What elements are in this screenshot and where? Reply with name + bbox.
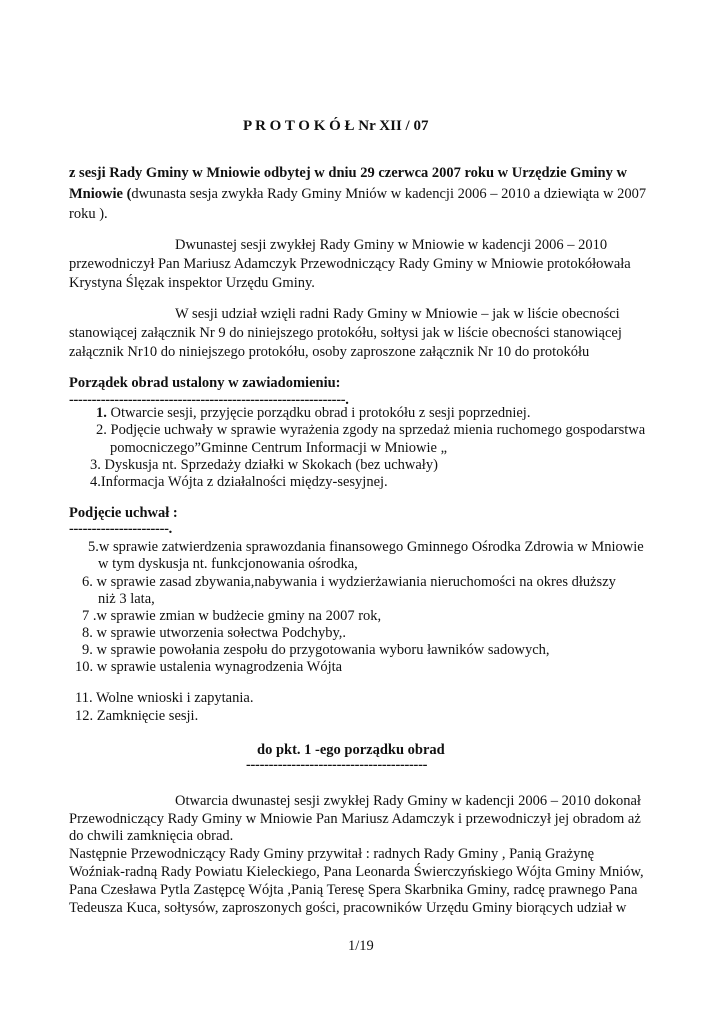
agenda-item-3-text: Dyskusja nt. Sprzedaży działki w Skokach (bez uchwały) bbox=[100, 457, 438, 473]
body-line-7: Tedeusza Kuca, sołtysów, zaproszonych gości, pracowników Urzędu Gminy biorących udział w bbox=[69, 900, 627, 916]
intro-line-2-bold: Mniowie ( bbox=[69, 186, 132, 202]
agenda-item-2 bbox=[96, 422, 645, 439]
agenda-item-3-number: 3. bbox=[90, 457, 101, 473]
resolution-item-6: 6. w sprawie zasad zbywania,nabywania i wydzierżawiania nieruchomości na okres dłuższy bbox=[82, 574, 616, 590]
resolution-item-9: 9. w sprawie powołania zespołu do przygotowania wyboru ławników sadowych, bbox=[82, 642, 550, 658]
intro-line-2-rest: dwunasta sesja zwykła Rady Gminy Mniów w kadencji 2006 – 2010 a dziewiąta w 2007 bbox=[131, 186, 647, 202]
resolution-item-10: 10. w sprawie ustalenia wynagrodzenia Wójta bbox=[75, 659, 343, 675]
resolution-item-7: 7 .w sprawie zmian w budżecie gminy na 2007 rok, bbox=[82, 608, 382, 624]
resolution-item-11: 11. Wolne wnioski i zapytania. bbox=[75, 690, 254, 706]
agenda-item-2-text: Podjęcie uchwały w sprawie wyrażenia zgody na sprzedaż mienia ruchomego gospodarstwa bbox=[106, 422, 646, 438]
body-line-5: Woźniak-radną Rady Powiatu Kieleckiego, Pana Leonarda Świerczyńskiego Wójta Gminy Mniów, bbox=[69, 864, 644, 880]
para1-line-2: przewodniczył Pan Mariusz Adamczyk Przewodniczący Rady Gminy w Mniowie protokółowała bbox=[69, 256, 631, 272]
para2-line-2: stanowiącej załącznik Nr 9 do niniejszego protokółu, sołtysi jak w liście obecności stanowiącej bbox=[69, 325, 622, 341]
resolutions-heading: Podjęcie uchwał : bbox=[69, 505, 178, 521]
agenda-item-3 bbox=[90, 457, 438, 474]
agenda-item-4 bbox=[90, 474, 388, 491]
para1-line-3: Krystyna Ślęzak inspektor Urzędu Gminy. bbox=[69, 275, 315, 291]
resolution-item-12: 12. Zamknięcie sesji. bbox=[75, 708, 199, 724]
section-1-rule: ---------------------------------------- bbox=[246, 757, 428, 773]
body-line-1: Otwarcia dwunastej sesji zwykłej Rady Gminy w kadencji 2006 – 2010 dokonał bbox=[175, 793, 641, 809]
agenda-item-1-number: 1. bbox=[96, 405, 107, 421]
agenda-item-2-continued: pomocniczego”Gminne Centrum Informacji w Mniowie „ bbox=[110, 440, 448, 456]
page-number: 1/19 bbox=[348, 938, 374, 954]
para2-line-1: W sesji udział wzięli radni Rady Gminy w Mniowie – jak w liście obecności bbox=[175, 306, 620, 322]
resolution-item-8: 8. w sprawie utworzenia sołectwa Podchyby,. bbox=[82, 625, 347, 641]
agenda-item-1 bbox=[96, 405, 530, 422]
intro-line-1: z sesji Rady Gminy w Mniowie odbytej w dniu 29 czerwca 2007 roku w Urzędzie Gminy w bbox=[69, 165, 627, 181]
para2-line-3: załącznik Nr10 do niniejszego protokółu, osoby zaproszone załącznik Nr 10 do protokółu bbox=[69, 344, 590, 360]
body-line-3: do chwili zamknięcia obrad. bbox=[69, 828, 234, 844]
resolution-item-5: 5.w sprawie zatwierdzenia sprawozdania finansowego Gminnego Ośrodka Zdrowia w Mniowie bbox=[88, 539, 644, 555]
intro-line-2 bbox=[69, 186, 646, 203]
body-line-2: Przewodniczący Rady Gminy w Mniowie Pan Mariusz Adamczyk i przewodniczył jej obradom aż bbox=[69, 811, 641, 827]
body-line-6: Pana Czesława Pytla Zastępcę Wójta ,Panią Teresę Spera Skarbnika Gminy, radcę prawnego Pana bbox=[69, 882, 638, 898]
para1-line-1: Dwunastej sesji zwykłej Rady Gminy w Mniowie w kadencji 2006 – 2010 bbox=[175, 237, 608, 253]
agenda-heading: Porządek obrad ustalony w zawiadomieniu: bbox=[69, 375, 341, 391]
agenda-item-1-text: Otwarcie sesji, przyjęcie porządku obrad i protokółu z sesji poprzedniej. bbox=[106, 405, 531, 421]
body-line-4: Następnie Przewodniczący Rady Gminy przywitał : radnych Rady Gminy , Panią Grażynę bbox=[69, 846, 595, 862]
section-1-heading: do pkt. 1 -ego porządku obrad bbox=[257, 742, 445, 758]
resolution-item-6-continued: niż 3 lata, bbox=[98, 591, 155, 607]
agenda-item-2-number: 2. bbox=[96, 422, 107, 438]
agenda-item-4-text: Informacja Wójta z działalności między-sesyjnej. bbox=[100, 474, 388, 490]
resolutions-rule: ----------------------. bbox=[69, 521, 172, 537]
document-title: P R O T O K Ó Ł Nr XII / 07 bbox=[243, 118, 429, 134]
resolution-item-5-continued: w tym dyskusja nt. funkcjonowania ośrodka, bbox=[98, 556, 358, 572]
agenda-rule: -------------------------------------------------------------. bbox=[69, 392, 349, 408]
agenda-item-4-number: 4. bbox=[90, 474, 101, 490]
intro-line-3: roku ). bbox=[69, 206, 108, 222]
